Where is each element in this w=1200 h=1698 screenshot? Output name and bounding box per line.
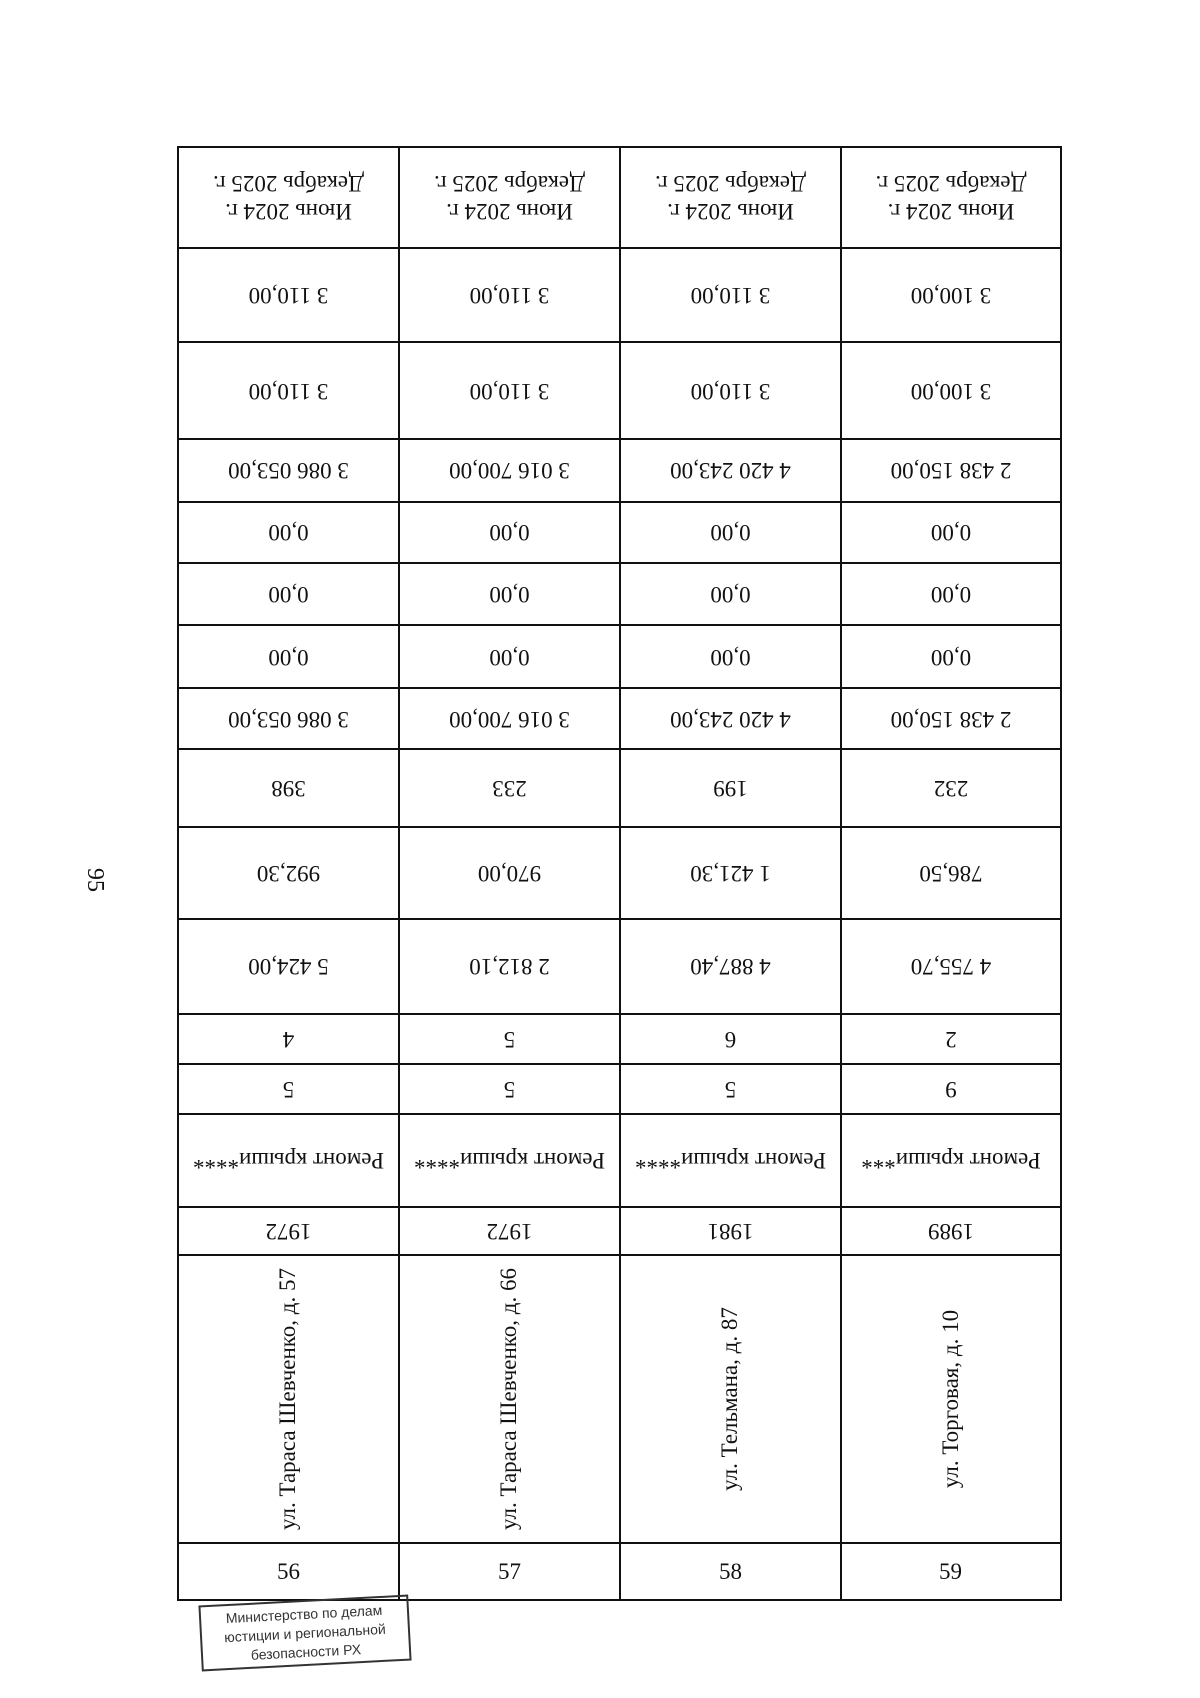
cell-unit-cost: 3 100,00 bbox=[841, 342, 1061, 439]
row-number: 58 bbox=[719, 1558, 742, 1584]
cell-work: Ремонт крыши**** bbox=[178, 1114, 399, 1206]
cell-floors: 5 bbox=[399, 1064, 620, 1114]
stamp-line: юстиции и региональной bbox=[223, 1620, 387, 1646]
cell-entrances: 4 bbox=[178, 1014, 399, 1064]
table-row-cost-owners bbox=[178, 502, 1061, 563]
row-number: 59 bbox=[939, 1558, 963, 1584]
cell-no bbox=[841, 1543, 1061, 1600]
cell-entrances: 5 bbox=[399, 1014, 620, 1064]
row-number: 56 bbox=[277, 1558, 300, 1584]
table-row-unit-cost bbox=[178, 342, 1061, 439]
cell-unit-cost: 3 110,00 bbox=[178, 342, 399, 439]
period-start: Июнь 2024 г. bbox=[446, 199, 573, 225]
cell-period bbox=[841, 147, 1061, 248]
cell-no bbox=[178, 1543, 399, 1600]
cell-area-total: 2 812,10 bbox=[399, 919, 620, 1013]
cell-cost-fund: 0,00 bbox=[620, 625, 841, 688]
table-row-residents bbox=[178, 749, 1061, 827]
cell-no bbox=[399, 1543, 620, 1600]
cell-year: 1972 bbox=[399, 1207, 620, 1255]
period-start: Июнь 2024 г. bbox=[225, 199, 352, 225]
cell-year: 1972 bbox=[178, 1207, 399, 1255]
cell-area-total: 5 424,00 bbox=[178, 919, 399, 1013]
table-row-limit-cost bbox=[178, 248, 1061, 342]
cell-area-total: 4 755,70 bbox=[841, 919, 1061, 1013]
cell-residents: 232 bbox=[841, 749, 1061, 827]
cell-limit-cost: 3 110,00 bbox=[620, 248, 841, 342]
cell-cost-total: 4 420 243,00 bbox=[620, 688, 841, 749]
address-text: ул. Тельмана, д. 87 bbox=[717, 1307, 743, 1491]
cell-address bbox=[841, 1255, 1061, 1544]
cell-residents: 398 bbox=[178, 749, 399, 827]
table-row-cost-fund bbox=[178, 625, 1061, 688]
cell-cost-budget: 0,00 bbox=[841, 563, 1061, 626]
table-row-number bbox=[178, 1543, 1061, 1600]
cell-work: Ремонт крыши**** bbox=[399, 1114, 620, 1206]
row-number: 57 bbox=[498, 1558, 521, 1584]
cell-period bbox=[620, 147, 841, 248]
cell-unit-cost: 3 110,00 bbox=[620, 342, 841, 439]
cell-cost-budget: 0,00 bbox=[620, 563, 841, 626]
cell-entrances: 6 bbox=[620, 1014, 841, 1064]
cell-cost-total: 2 438 150,00 bbox=[841, 688, 1061, 749]
cell-cost-sum: 3 016 700,00 bbox=[399, 439, 620, 502]
table-row-cost-sum bbox=[178, 439, 1061, 502]
address-text: ул. Тараса Шевченко, д. 57 bbox=[275, 1268, 301, 1531]
cell-cost-fund: 0,00 bbox=[841, 625, 1061, 688]
period-start: Июнь 2024 г. bbox=[667, 199, 794, 225]
stamp-line: безопасности РХ bbox=[250, 1641, 362, 1663]
cell-unit-cost: 3 110,00 bbox=[399, 342, 620, 439]
cell-area-roof: 992,30 bbox=[178, 827, 399, 919]
cell-cost-budget: 0,00 bbox=[399, 563, 620, 626]
cell-cost-owners: 0,00 bbox=[178, 502, 399, 563]
period-end: Декабрь 2025 г. bbox=[655, 171, 806, 197]
cell-work: Ремонт крыши**** bbox=[620, 1114, 841, 1206]
cell-cost-sum: 4 420 243,00 bbox=[620, 439, 841, 502]
cell-no bbox=[620, 1543, 841, 1600]
cell-cost-owners: 0,00 bbox=[841, 502, 1061, 563]
page-number: 95 bbox=[82, 868, 108, 892]
table-row-area-roof bbox=[178, 827, 1061, 919]
period-end: Декабрь 2025 г. bbox=[213, 171, 364, 197]
cell-cost-sum: 2 438 150,00 bbox=[841, 439, 1061, 502]
cell-residents: 233 bbox=[399, 749, 620, 827]
table-row-period bbox=[178, 147, 1061, 248]
cell-cost-total: 3 016 700,00 bbox=[399, 688, 620, 749]
cell-floors: 9 bbox=[841, 1064, 1061, 1114]
cell-year: 1989 bbox=[841, 1207, 1061, 1255]
cell-cost-sum: 3 086 053,00 bbox=[178, 439, 399, 502]
period-end: Декабрь 2025 г. bbox=[434, 171, 585, 197]
cell-limit-cost: 3 110,00 bbox=[399, 248, 620, 342]
cell-work: Ремонт крыши*** bbox=[841, 1114, 1061, 1206]
cell-area-roof: 786,50 bbox=[841, 827, 1061, 919]
table-row-address bbox=[178, 1255, 1061, 1544]
cell-cost-fund: 0,00 bbox=[399, 625, 620, 688]
cell-floors: 5 bbox=[620, 1064, 841, 1114]
cell-address bbox=[399, 1255, 620, 1544]
table-row-entrances bbox=[178, 1014, 1061, 1064]
cell-entrances: 2 bbox=[841, 1014, 1061, 1064]
address-text: ул. Тараса Шевченко, д. 66 bbox=[496, 1268, 522, 1531]
table-row-cost-total bbox=[178, 688, 1061, 749]
cell-period bbox=[178, 147, 399, 248]
cell-area-roof: 970,00 bbox=[399, 827, 620, 919]
cell-limit-cost: 3 100,00 bbox=[841, 248, 1061, 342]
cell-cost-budget: 0,00 bbox=[178, 563, 399, 626]
official-stamp bbox=[198, 1595, 411, 1672]
cell-residents: 199 bbox=[620, 749, 841, 827]
cell-cost-owners: 0,00 bbox=[399, 502, 620, 563]
cell-area-total: 4 887,40 bbox=[620, 919, 841, 1013]
cell-floors: 5 bbox=[178, 1064, 399, 1114]
table-wrapper bbox=[179, 146, 1062, 1601]
period-end: Декабрь 2025 г. bbox=[875, 171, 1027, 197]
cell-cost-fund: 0,00 bbox=[178, 625, 399, 688]
table-row-floors bbox=[178, 1064, 1061, 1114]
table-row-year bbox=[178, 1207, 1061, 1255]
cell-year: 1981 bbox=[620, 1207, 841, 1255]
repair-register-table bbox=[177, 146, 1062, 1601]
period-start: Июнь 2024 г. bbox=[887, 199, 1015, 225]
cell-limit-cost: 3 110,00 bbox=[178, 248, 399, 342]
cell-address bbox=[178, 1255, 399, 1544]
table-row-cost-budget bbox=[178, 563, 1061, 626]
cell-cost-total: 3 086 053,00 bbox=[178, 688, 399, 749]
cell-cost-owners: 0,00 bbox=[620, 502, 841, 563]
table-row-area-total bbox=[178, 919, 1061, 1013]
stamp-line: Министерство по делам bbox=[225, 1601, 383, 1627]
cell-address bbox=[620, 1255, 841, 1544]
cell-period bbox=[399, 147, 620, 248]
address-text: ул. Торговая, д. 10 bbox=[938, 1310, 963, 1489]
table-row-work bbox=[178, 1114, 1061, 1206]
cell-area-roof: 1 421,30 bbox=[620, 827, 841, 919]
